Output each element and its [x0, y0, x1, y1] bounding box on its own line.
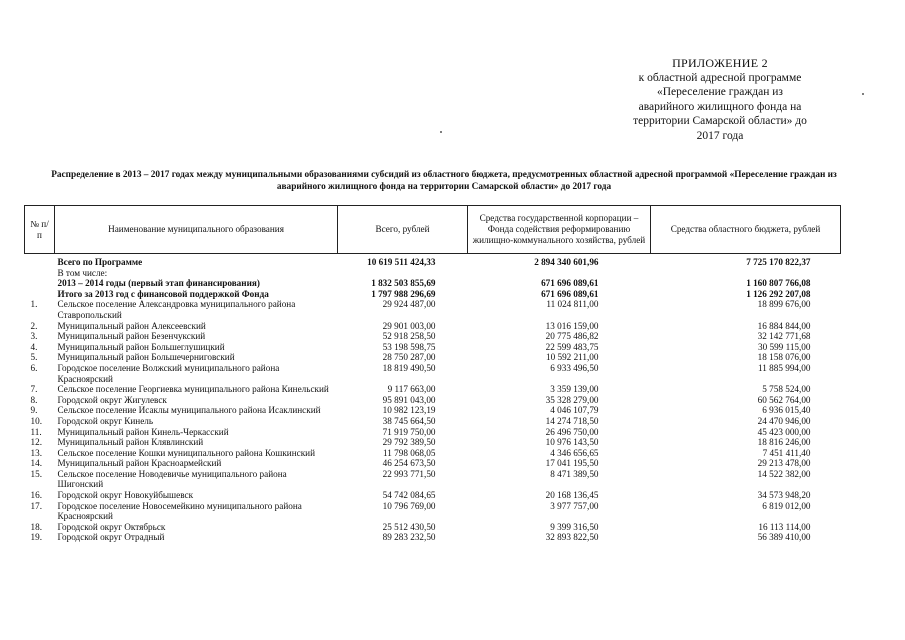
- row-fund: 6 933 496,50: [550, 362, 599, 373]
- row-regional: 24 470 946,00: [757, 415, 811, 426]
- table-row: [25, 427, 841, 438]
- row-regional: 16 113 114,00: [758, 521, 811, 532]
- row-regional: 34 573 948,20: [757, 490, 811, 501]
- table-row: [25, 299, 841, 320]
- row-total: 38 745 664,50: [382, 415, 436, 426]
- summary-row: [25, 289, 841, 300]
- row-total: 89 283 232,50: [382, 532, 436, 543]
- row-num: 12.: [30, 437, 42, 448]
- row-name: Муниципальный район Алексеевский: [57, 320, 206, 331]
- row-name: Сельское поселение Исаклы муниципального района Исаклинский: [57, 405, 321, 416]
- row-num: 19.: [30, 532, 42, 543]
- row-fund: 17 041 195,50: [545, 458, 599, 469]
- row-fund: 3 359 139,00: [550, 384, 599, 395]
- row-name: Городской округ Новокуйбышевск: [57, 490, 194, 501]
- row-name: Городской округ Кинель: [57, 415, 154, 426]
- row-fund: 32 893 822,50: [545, 532, 599, 543]
- table-row: [25, 469, 841, 490]
- row-num: 13.: [30, 447, 42, 458]
- row-regional: 29 213 478,00: [757, 458, 811, 469]
- row-regional: 16 884 844,00: [757, 320, 811, 331]
- row-total: 25 512 430,50: [382, 521, 436, 532]
- row-name: Муниципальный район Красноармейский: [57, 458, 222, 469]
- row-total: 10 796 769,00: [382, 500, 436, 511]
- row-total: 52 918 258,50: [382, 331, 436, 342]
- summary-row: [25, 268, 841, 279]
- table-row: [25, 321, 841, 332]
- row-fund: 9 399 316,50: [550, 521, 599, 532]
- row-regional: 5 758 524,00: [762, 384, 811, 395]
- row-total: 22 993 771,50: [382, 468, 436, 479]
- header-total: Всего, рублей: [338, 206, 468, 254]
- appendix-line-3: аварийного жилищного фонда на: [638, 100, 802, 113]
- row-total: [338, 268, 468, 279]
- row-total: 53 198 598,75: [382, 341, 436, 352]
- row-name: Сельское поселение Георгиевка муниципального района Кинельский: [57, 384, 329, 395]
- row-name: Сельское поселение Александровка муниципального района Ставропольский: [57, 299, 296, 320]
- row-regional: [651, 268, 841, 279]
- summary-row: [25, 254, 841, 268]
- appendix-line-1: к областной адресной программе: [638, 71, 802, 84]
- row-name: Сельское поселение Новодевичье муниципального района Шигонский: [57, 468, 287, 490]
- table-row: [25, 501, 841, 522]
- row-total: 18 819 490,50: [382, 362, 436, 373]
- row-num: 10.: [30, 415, 42, 426]
- row-num: 5.: [30, 352, 38, 363]
- row-total: 29 792 389,50: [382, 437, 436, 448]
- row-regional: 7 451 411,40: [762, 447, 811, 458]
- row-fund: 10 976 143,50: [545, 437, 599, 448]
- header-fund: Средства государственной корпорации – Фонда содействия реформированию жилищно-коммунального хозяйства, рублей: [468, 206, 651, 254]
- row-num: 18.: [30, 521, 42, 532]
- table-row: [25, 405, 841, 416]
- row-num: 6.: [30, 362, 38, 373]
- table-row: [25, 532, 841, 543]
- table-row: [25, 384, 841, 395]
- row-regional: 18 158 076,00: [757, 352, 811, 363]
- row-total: 1 797 988 296,69: [371, 288, 436, 299]
- row-fund: 2 894 340 601,96: [534, 257, 599, 267]
- row-regional: 11 885 994,00: [758, 362, 811, 373]
- scan-speck: [862, 93, 864, 95]
- row-fund: 4 046 107,79: [550, 405, 599, 416]
- row-fund: 3 977 757,00: [550, 500, 599, 511]
- table-row: [25, 363, 841, 384]
- subsidy-table: [24, 205, 841, 543]
- row-total: 95 891 043,00: [382, 394, 436, 405]
- row-name: Муниципальный район Кинель-Черкасский: [57, 426, 229, 437]
- row-fund: 671 696 089,61: [541, 278, 599, 289]
- table-row: [25, 437, 841, 448]
- row-fund: 20 775 486,82: [545, 331, 599, 342]
- row-name: Городской округ Жигулевск: [57, 394, 167, 405]
- row-num: 4.: [30, 341, 38, 352]
- row-num: [25, 268, 55, 279]
- row-total: 1 832 503 855,69: [371, 278, 436, 289]
- table-row: [25, 458, 841, 469]
- row-name: Муниципальный район Клявлинский: [57, 437, 204, 448]
- row-regional: 30 599 115,00: [758, 341, 811, 352]
- table-row: [25, 342, 841, 353]
- row-name: В том числе:: [57, 267, 108, 278]
- row-total: 10 619 511 424,33: [367, 257, 436, 267]
- summary-row: [25, 278, 841, 289]
- row-regional: 18 899 676,00: [757, 299, 811, 310]
- appendix-line-5: 2017 года: [696, 129, 744, 142]
- row-fund: 26 496 750,00: [545, 426, 599, 437]
- row-regional: 45 423 000,00: [757, 426, 811, 437]
- row-name: 2013 – 2014 годы (первый этап финансирования): [57, 278, 260, 289]
- row-total: 46 254 673,50: [382, 458, 436, 469]
- table-row: [25, 522, 841, 533]
- appendix-line-2: «Переселение граждан из: [657, 86, 783, 99]
- row-fund: [468, 268, 651, 279]
- table-row: [25, 352, 841, 363]
- row-fund: 4 346 656,65: [550, 447, 599, 458]
- row-fund: 8 471 389,50: [550, 468, 599, 479]
- table-row: [25, 331, 841, 342]
- row-total: 10 982 123,19: [382, 405, 436, 416]
- row-fund: 22 599 483,75: [545, 341, 599, 352]
- row-num: 11.: [30, 426, 42, 437]
- row-total: 11 798 068,05: [383, 447, 436, 458]
- row-regional: 1 126 292 207,08: [746, 288, 811, 299]
- row-total: 71 919 750,00: [382, 426, 436, 437]
- row-total: 28 750 287,00: [382, 352, 436, 363]
- row-num: 7.: [30, 384, 38, 395]
- row-total: 29 924 487,00: [382, 299, 436, 310]
- row-regional: 14 522 382,00: [757, 468, 811, 479]
- row-total: 9 117 663,00: [387, 384, 436, 395]
- row-fund: 13 016 159,00: [545, 320, 599, 331]
- row-num: 15.: [30, 468, 42, 479]
- row-num: 9.: [30, 405, 38, 416]
- row-num: 3.: [30, 331, 38, 342]
- row-num: 2.: [30, 320, 38, 331]
- row-name: Муниципальный район Безенчукский: [57, 331, 206, 342]
- row-num: 8.: [30, 394, 38, 405]
- row-regional: 7 725 170 822,37: [746, 257, 811, 267]
- header-name: Наименование муниципального образования: [55, 206, 338, 254]
- row-regional: 56 389 410,00: [757, 532, 811, 543]
- row-name: Городское поселение Новосемейкино муниципального района Красноярский: [57, 500, 302, 522]
- row-fund: 35 328 279,00: [545, 394, 599, 405]
- row-num: [25, 254, 55, 268]
- row-regional: 1 160 807 766,08: [746, 278, 811, 289]
- document-title: Распределение в 2013 – 2017 годах между муниципальными образованиями субсидий из областного бюджета, предусмотренных областной адресной программой «Переселение граждан из аварийного жилищного фонда на территории Самарской области» до 2017 года: [51, 170, 837, 192]
- row-num: [25, 289, 55, 300]
- row-name: Муниципальный район Большеглушицкий: [57, 341, 225, 352]
- appendix-title: ПРИЛОЖЕНИЕ 2: [672, 56, 768, 70]
- row-fund: 10 592 211,00: [546, 352, 599, 363]
- row-regional: 6 936 015,40: [762, 405, 811, 416]
- table-row: [25, 416, 841, 427]
- row-regional: 6 819 012,00: [762, 500, 811, 511]
- table-body: [25, 254, 841, 544]
- row-fund: 14 274 718,50: [545, 415, 599, 426]
- row-total: 29 901 003,00: [382, 320, 436, 331]
- row-fund: 20 168 136,45: [545, 490, 599, 501]
- row-regional: 32 142 771,68: [757, 331, 811, 342]
- row-name: Городской округ Октябрьск: [57, 521, 166, 532]
- row-regional: 18 816 246,00: [757, 437, 811, 448]
- row-total: 54 742 084,65: [382, 490, 436, 501]
- row-regional: 60 562 764,00: [757, 394, 811, 405]
- table-row: [25, 395, 841, 406]
- row-name: Итого за 2013 год с финансовой поддержкой Фонда: [57, 288, 269, 299]
- appendix-line-4: территории Самарской области» до: [633, 115, 807, 128]
- header-regional: Средства областного бюджета, рублей: [651, 206, 841, 254]
- row-num: 16.: [30, 490, 42, 501]
- table-row: [25, 448, 841, 459]
- row-num: 17.: [30, 500, 42, 511]
- row-fund: 11 024 811,00: [546, 299, 599, 310]
- row-num: 1.: [30, 299, 38, 310]
- scan-speck: [440, 131, 442, 133]
- row-num: [25, 278, 55, 289]
- table-header-row: [25, 206, 841, 254]
- row-name: Всего по Программе: [57, 257, 143, 267]
- row-name: Городской округ Отрадный: [57, 532, 165, 543]
- appendix-heading: [610, 56, 830, 144]
- row-fund: 671 696 089,61: [541, 288, 599, 299]
- row-name: Муниципальный район Большечерниговский: [57, 352, 235, 363]
- row-name: Сельское поселение Кошки муниципального района Кошкинский: [57, 447, 315, 458]
- row-num: 14.: [30, 458, 42, 469]
- table-row: [25, 490, 841, 501]
- header-num: № п/п: [25, 206, 55, 254]
- row-name: Городское поселение Волжский муниципального района Красноярский: [57, 362, 280, 384]
